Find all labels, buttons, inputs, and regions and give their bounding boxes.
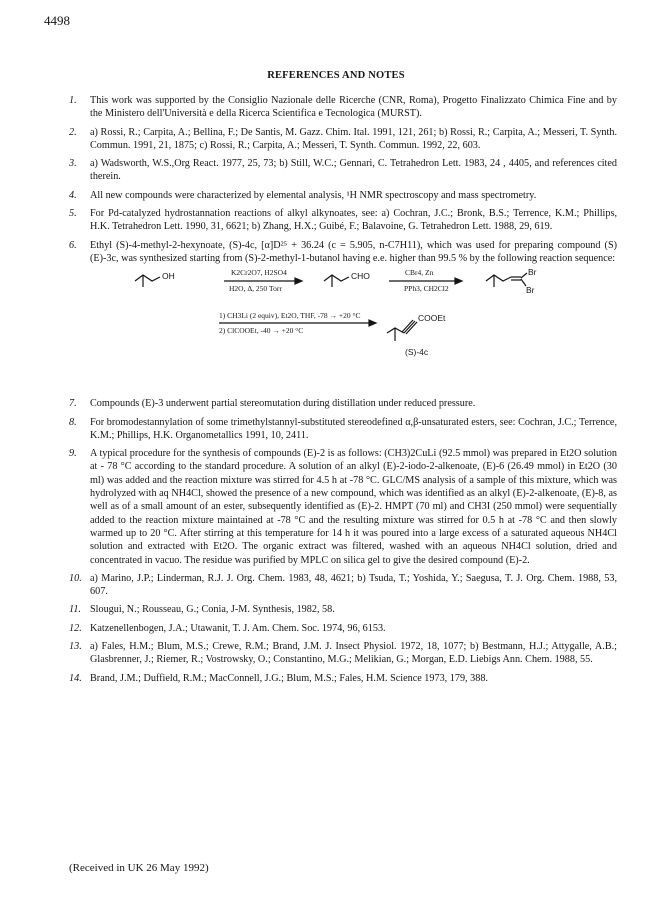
reference-text: a) Rossi, R.; Carpita, A.; Bellina, F.; De Santis, M. Gazz. Chim. Ital. 1991, 121, 261; b) Rossi, R.; Carpita, A.; Messeri, T. Synth. Commun. 1991, 21, 1875; c) Rossi, R.; Carpita, A.; Messeri, T. Synth. Commun. 1992, 22, 603. bbox=[90, 126, 617, 151]
br-label: Br bbox=[528, 267, 537, 278]
reference-item bbox=[69, 572, 617, 599]
reference-text: For bromodestannylation of some trimethylstannyl-substituted stereodefined α,β-unsaturated esters, see: Cochran, J.C.; Terrence, K.M.; Phillips, H.K. Organometallics 1991, 10, 2411. bbox=[90, 416, 617, 441]
reference-number: 10. bbox=[69, 572, 82, 584]
oh-label: OH bbox=[162, 271, 175, 282]
compound-label: (S)-4c bbox=[405, 347, 429, 358]
reference-number: 9. bbox=[69, 448, 77, 460]
reference-item bbox=[69, 416, 617, 443]
reference-number: 7. bbox=[69, 398, 77, 410]
page-number: 4498 bbox=[44, 13, 70, 28]
reference-item bbox=[69, 397, 617, 410]
reference-item bbox=[69, 94, 617, 121]
reference-text: A typical procedure for the synthesis of compounds (E)-2 is as follows: (CH3)2CuLi (92.5 mmol) was prepared in Et2O solution at - 78 °C according to the standard procedure. A solution of an alkyl (E)-2-iodo-2-alkenoate, (E)-6 (26.49 mmol) in Et2O (30 ml) was added and the reaction mixture was stirred for 4.5 h at -78 °C. GLC/MS analysis of a sample of this mixture, which was hydrolyzed with aq NH4Cl, showed the presence of a new compound, which was identified as an alkyl (E)-2-alkenoate, (E)-8, as well as of a small amount of an ester, subsequently identified as (E)-2. HMPT (70 ml) and CH3I (250 mmol) were sequentially added to the reaction mixture maintained at -78 °C and the resulting mixture was stirred for 0.5 h at -78 °C and then slowly warmed up to 20 °C. After stirring at this temperature for 14 h it was poured into a large excess of a saturated aqueous NH4Cl solution and extracted with Et2O. The organic extract was filtered, washed with an aqueous NH4Cl solution, dried and concentrated in vacuo. The residue was purified by MPLC on silica gel to give the desired compound (E)-2. bbox=[90, 448, 617, 566]
reference-list bbox=[69, 94, 617, 690]
step2-reagents: CBr4, Zn bbox=[405, 268, 434, 278]
reference-item bbox=[69, 622, 617, 635]
reference-number: 5. bbox=[69, 208, 77, 220]
reference-number: 6. bbox=[69, 239, 77, 251]
reference-text: Brand, J.M.; Duffield, R.M.; MacConnell, J.G.; Blum, M.S.; Fales, H.M. Science 1973, 179, 388. bbox=[90, 672, 488, 684]
reference-number: 4. bbox=[69, 189, 77, 201]
reference-item bbox=[69, 189, 617, 202]
received-date: (Received in UK 26 May 1992) bbox=[69, 862, 209, 874]
reaction-scheme bbox=[69, 267, 617, 395]
reference-text: Katzenellenbogen, J.A.; Utawanit, T. J. Am. Chem. Soc. 1974, 96, 6153. bbox=[90, 622, 386, 634]
step1-reagents: K2Cr2O7, H2SO4 bbox=[231, 268, 287, 278]
reference-number: 2. bbox=[69, 126, 77, 138]
reference-text: Ethyl (S)-4-methyl-2-hexynoate, (S)-4c, [α]D²⁵ + 36.24 (c = 5.905, n-C7H11), which was used for preparing compound (S)(E)-3c, was synthesized starting from (S)-2-methyl-1-butanol having e.e. higher than 99.5 % by the following reaction sequence: bbox=[90, 239, 617, 264]
step3-conditions: 2) ClCOOEt, -40 → +20 °C bbox=[219, 326, 304, 336]
reference-text: This work was supported by the Consiglio Nazionale delle Ricerche (CNR, Roma), Progetto Finalizzato Chimica Fine and by the Ministero dell'Università e della Ricerca Scientifica e Tecnologica (MURST). bbox=[90, 95, 617, 120]
reference-number: 13. bbox=[69, 641, 82, 653]
reference-number: 12. bbox=[69, 622, 82, 634]
reference-item bbox=[69, 603, 617, 616]
cho-label: CHO bbox=[351, 271, 370, 282]
reference-text: a) Fales, H.M.; Blum, M.S.; Crewe, R.M.; Brand, J.M. J. Insect Physiol. 1972, 18, 1077; b) Bestmann, H.J.; Attygalle, A.B.; Glasbrenner, J.; Riemer, R.; Vostrowsky, O.; Constantino, M.G.; Melikian, G.; Morgan, E.D. Liebigs Ann. Chem. 1988, 55. bbox=[90, 641, 617, 666]
reference-text: a) Wadsworth, W.S.,Org React. 1977, 25, 73; b) Still, W.C.; Gennari, C. Tetrahedron Lett. 1983, 24 , 4405, and references cited therein. bbox=[90, 158, 617, 183]
br-label: Br bbox=[526, 285, 535, 296]
reference-number: 14. bbox=[69, 672, 82, 684]
step2-conditions: PPh3, CH2Cl2 bbox=[404, 284, 449, 294]
reference-text: Slougui, N.; Rousseau, G.; Conia, J-M. Synthesis, 1982, 58. bbox=[90, 604, 335, 616]
reference-text: a) Marino, J.P.; Linderman, R.J. J. Org. Chem. 1983, 48, 4621; b) Tsuda, T.; Yoshida, Y.; Saegusa, T. J. Org. Chem. 1988, 53, 607. bbox=[90, 572, 617, 598]
section-heading: REFERENCES AND NOTES bbox=[267, 70, 405, 81]
reference-item bbox=[69, 640, 617, 667]
reference-text: Compounds (E)-3 underwent partial stereomutation during distillation under reduced pressure. bbox=[90, 398, 476, 410]
reference-item bbox=[69, 126, 617, 153]
reference-number: 3. bbox=[69, 158, 77, 170]
reference-item bbox=[69, 447, 617, 567]
reference-number: 8. bbox=[69, 416, 77, 428]
reference-item bbox=[69, 157, 617, 184]
reference-text: All new compounds were characterized by elemental analysis, ¹H NMR spectroscopy and mass spectrometry. bbox=[90, 189, 537, 201]
reference-item bbox=[69, 239, 617, 266]
reference-item bbox=[69, 207, 617, 234]
reference-item bbox=[69, 672, 617, 685]
cooet-label: COOEt bbox=[418, 313, 446, 324]
reference-text: For Pd-catalyzed hydrostannation reactions of alkyl alkynoates, see: a) Cochran, J.C.; Bronk, B.S.; Terrence, K.M.; Phillips, H.K. Tetrahedron Lett. 1990, 31, 6621; b) Zhang, H.X.; Guibé, F.; Balavoine, G. Tetrahedron Lett. 1988, 29, 619. bbox=[90, 208, 617, 233]
step3-reagents: 1) CH3Li (2 equiv), Et2O, THF, -78 → +20 °C bbox=[219, 311, 361, 321]
step1-conditions: H2O, Δ, 250 Torr bbox=[229, 284, 282, 294]
reference-number: 11. bbox=[69, 604, 81, 616]
reference-number: 1. bbox=[69, 95, 77, 106]
